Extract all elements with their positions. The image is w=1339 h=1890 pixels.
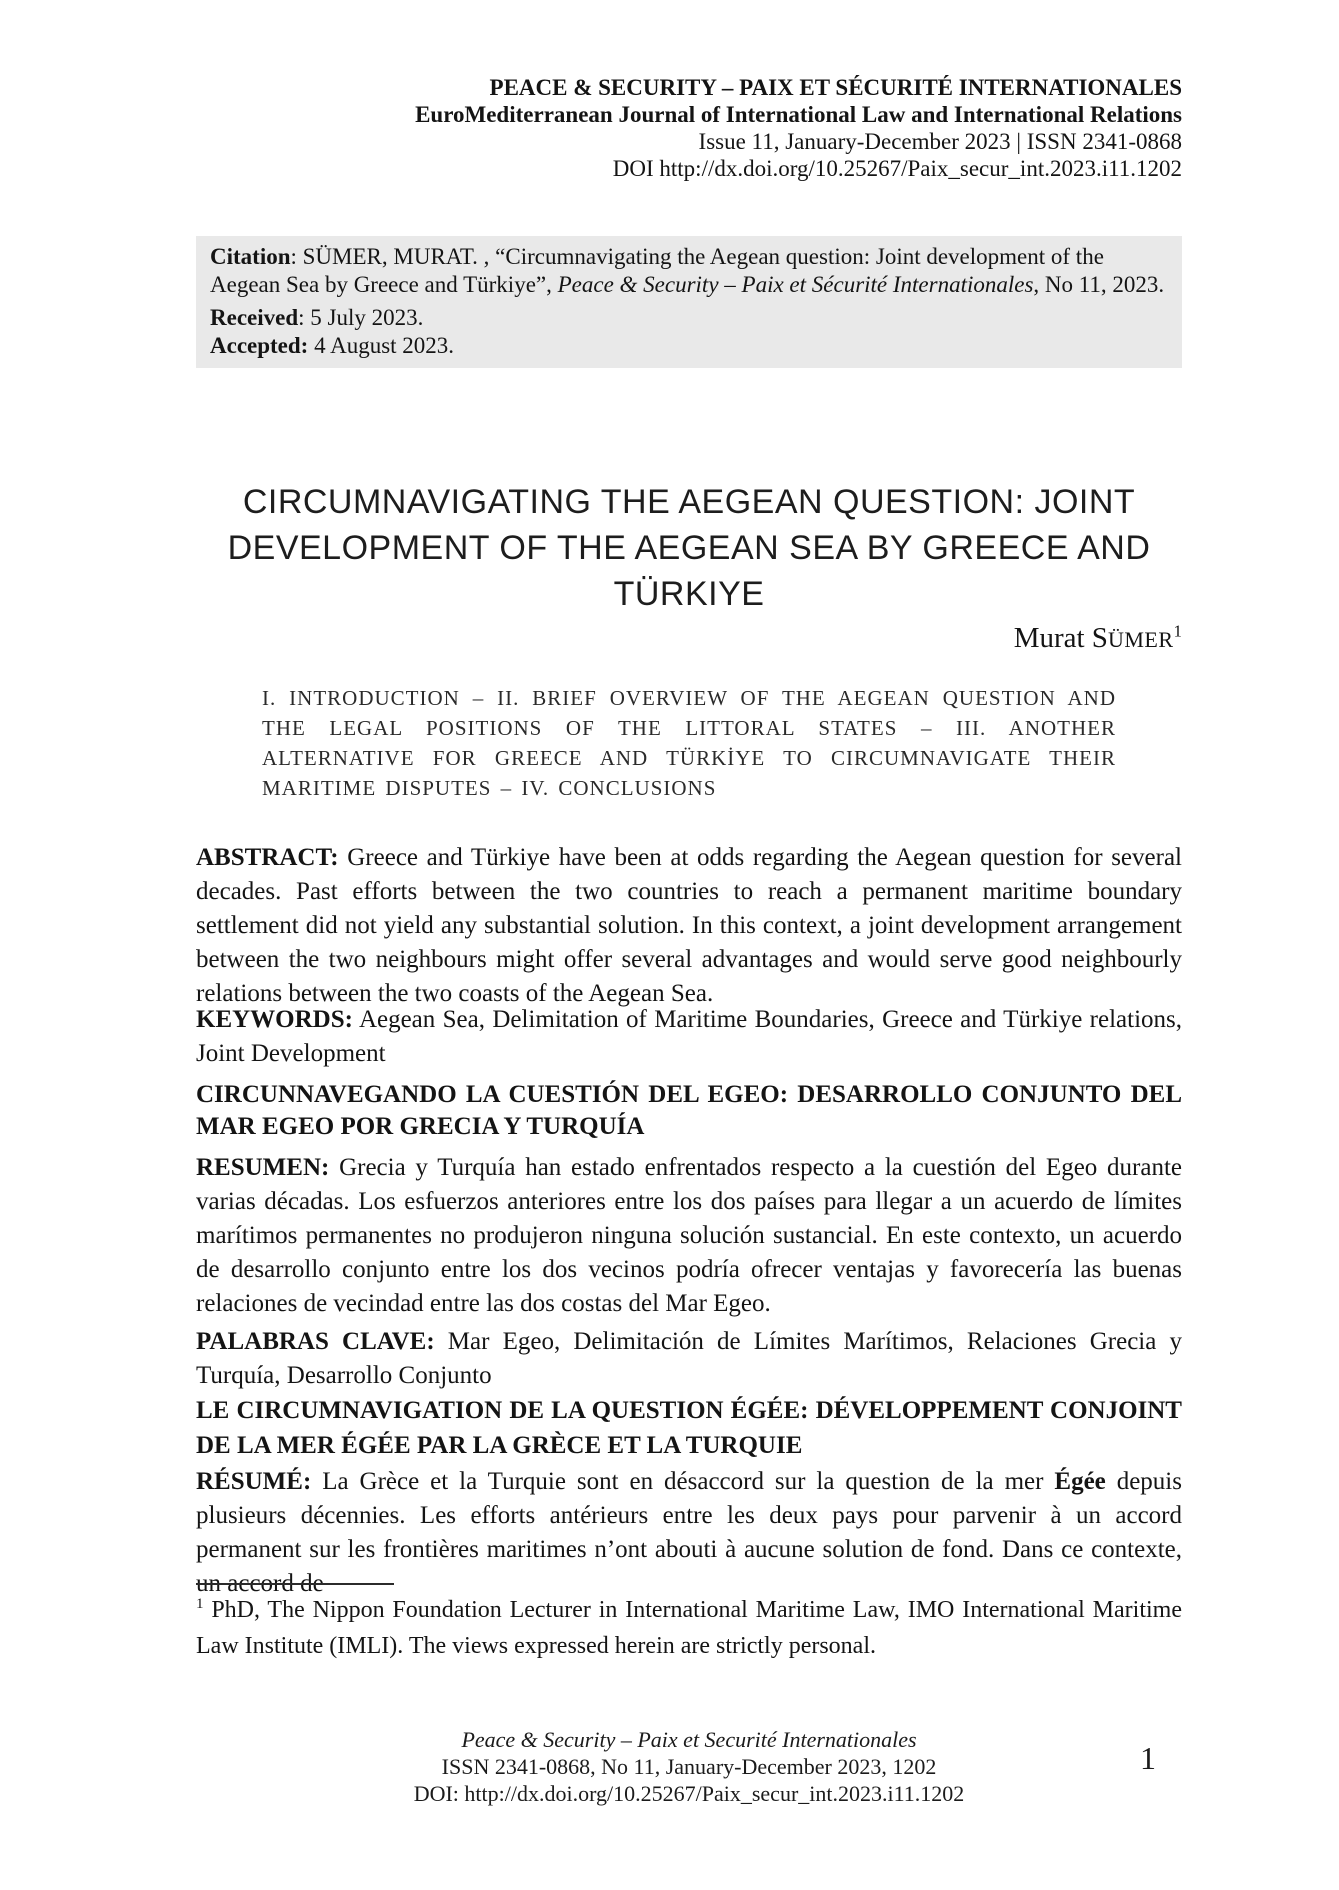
resume-paragraph bbox=[196, 1465, 1182, 1601]
journal-subtitle: EuroMediterranean Journal of International Law and International Relations bbox=[415, 102, 1182, 127]
accepted-line bbox=[210, 332, 1168, 360]
journal-header bbox=[196, 74, 1182, 182]
journal-title: PEACE & SECURITY – PAIX ET SÉCURITÉ INTERNATIONALES bbox=[489, 75, 1182, 100]
journal-issue-line: Issue 11, January-December 2023 | ISSN 2341-0868 bbox=[698, 129, 1182, 154]
palabras-clave-paragraph bbox=[196, 1325, 1182, 1393]
citation-text-start: : SÜMER, MURAT. , “Circumnavigating the Aegean question: Joint development of the Aegean Sea by Greece and Türkiye”, bbox=[210, 244, 1104, 297]
keywords-text: Aegean Sea, Delimitation of Maritime Boundaries, Greece and Türkiye relations, Joint Development bbox=[196, 1006, 1182, 1067]
citation-label: Citation bbox=[210, 244, 291, 269]
footnote-text: PhD, The Nippon Foundation Lecturer in International Maritime Law, IMO International Maritime Law Institute (IMLI). The views expressed herein are strictly personal. bbox=[196, 1597, 1182, 1659]
page-footer bbox=[196, 1726, 1182, 1807]
accepted-date: 4 August 2023. bbox=[308, 333, 455, 358]
keywords-label: KEYWORDS: bbox=[196, 1006, 353, 1033]
spanish-title: CIRCUNNAVEGANDO LA CUESTIÓN DEL EGEO: DESARROLLO CONJUNTO DEL MAR EGEO POR GRECIA Y TURQUÍA bbox=[196, 1081, 1182, 1140]
keywords-paragraph bbox=[196, 1003, 1182, 1071]
section-outline: I. INTRODUCTION – II. BRIEF OVERVIEW OF THE AEGEAN QUESTION AND THE LEGAL POSITIONS OF THE LITTORAL STATES – III. ANOTHER ALTERNATIVE FOR GREECE AND TÜRKİYE TO CIRCUMNAVIGATE THEIR MARITIME DISPUTES – IV. CONCLUSIONS bbox=[262, 686, 1116, 800]
author-name-smallcaps: ÜMER bbox=[1107, 627, 1174, 652]
journal-doi-line: DOI http://dx.doi.org/10.25267/Paix_secur_int.2023.i11.1202 bbox=[612, 156, 1182, 181]
citation-line bbox=[210, 243, 1168, 299]
footer-journal-name: Peace & Security – Paix et Securité Internationales bbox=[461, 1727, 917, 1752]
footnote bbox=[196, 1592, 1182, 1664]
palabras-clave-text: Mar Egeo, Delimitación de Límites Marítimos, Relaciones Grecia y Turquía, Desarrollo Conjunto bbox=[196, 1328, 1182, 1389]
footnote-marker: 1 bbox=[196, 1596, 204, 1612]
citation-journal-name: Peace & Security – Paix et Sécurité Internationales bbox=[557, 272, 1034, 297]
footnote-divider bbox=[196, 1583, 394, 1585]
resumen-text: Grecia y Turquía han estado enfrentados respecto a la cuestión del Egeo durante varias décadas. Los esfuerzos anteriores entre los dos países para llegar a un acuerdo de límites marítimos permanentes no produjeron ninguna solución sustancial. En este contexto, un acuerdo de desarrollo conjunto entre los dos vecinos podría ofrecer ventajas y favorecería las buenas relaciones de vecindad entre las dos costas del Mar Egeo. bbox=[196, 1154, 1182, 1317]
resume-text-start: La Grèce et la Turquie sont en désaccord sur la question de la mer bbox=[311, 1468, 1055, 1495]
author-footnote-marker: 1 bbox=[1173, 621, 1182, 641]
citation-box bbox=[196, 236, 1182, 368]
footer-doi-line: DOI: http://dx.doi.org/10.25267/Paix_secur_int.2023.i11.1202 bbox=[413, 1781, 965, 1806]
received-line bbox=[210, 304, 1168, 332]
resumen-paragraph bbox=[196, 1151, 1182, 1321]
resume-bold-word: Égée bbox=[1054, 1468, 1106, 1495]
page-number: 1 bbox=[1140, 1740, 1156, 1776]
french-title: LE CIRCUMNAVIGATION DE LA QUESTION ÉGÉE: DÉVELOPPEMENT CONJOINT DE LA MER ÉGÉE PAR LA GRÈCE ET LA TURQUIE bbox=[196, 1397, 1182, 1459]
palabras-clave-label: PALABRAS CLAVE: bbox=[196, 1328, 435, 1355]
accepted-label: Accepted: bbox=[210, 333, 309, 358]
author-line bbox=[196, 622, 1182, 655]
author-name: Murat S bbox=[1013, 622, 1108, 654]
abstract-text: Greece and Türkiye have been at odds regarding the Aegean question for several decades. Past efforts between the two countries to reach a permanent maritime boundary settlement did not yield any substantial solution. In this context, a joint development arrangement between the two neighbours might offer several advantages and would serve good neighbourly relations between the two coasts of the Aegean Sea. bbox=[196, 844, 1182, 1007]
received-label: Received bbox=[210, 305, 299, 330]
resume-label: RÉSUMÉ: bbox=[196, 1468, 312, 1495]
abstract-label: ABSTRACT: bbox=[196, 844, 339, 871]
footer-issn-line: ISSN 2341-0868, No 11, January-December 2023, 1202 bbox=[441, 1754, 937, 1779]
article-title: CIRCUMNAVIGATING THE AEGEAN QUESTION: JOINT DEVELOPMENT OF THE AEGEAN SEA BY GREECE AND TÜRKIYE bbox=[227, 483, 1151, 613]
resumen-label: RESUMEN: bbox=[196, 1154, 330, 1181]
abstract-paragraph bbox=[196, 841, 1182, 1011]
resume-text-end: depuis plusieurs décennies. Les efforts antérieurs entre les deux pays pour parvenir à un accord permanent sur les frontières maritimes n’ont abouti à aucune solution de fond. Dans ce contexte, un accord de bbox=[196, 1468, 1182, 1597]
citation-text-end: , No 11, 2023. bbox=[1033, 272, 1165, 297]
received-date: : 5 July 2023. bbox=[298, 305, 424, 330]
